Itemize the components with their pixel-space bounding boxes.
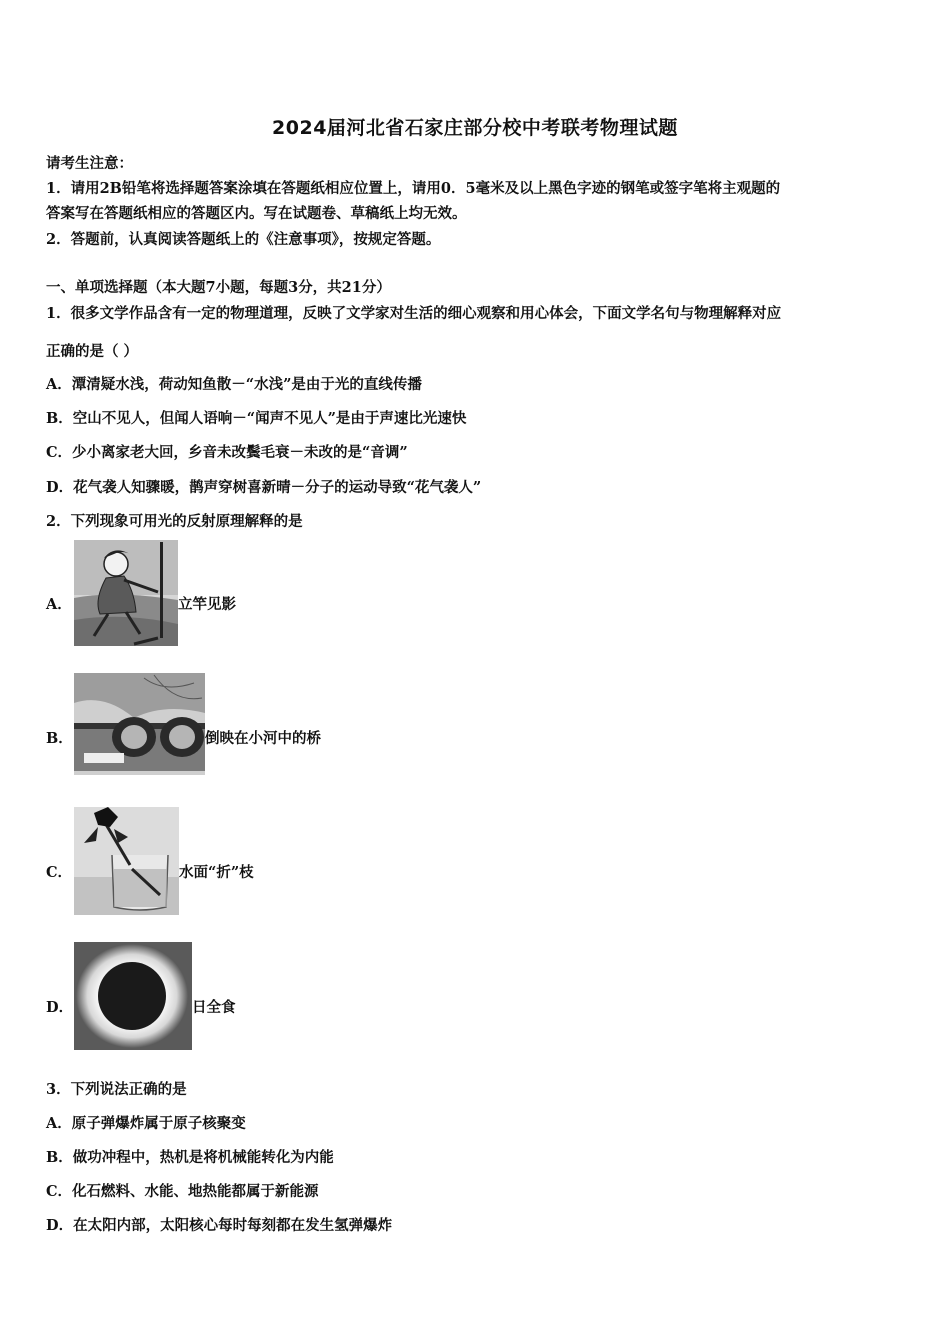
q2-option-d: [46, 942, 286, 1050]
q1-option-a: A．潭清疑水浅，荷动知鱼散－“水浅”是由于光的直线传播: [46, 376, 422, 393]
bridge-reflection-picture: [74, 673, 205, 775]
q2-option-a-caption: 立竿见影: [178, 596, 236, 613]
q3-option-b: B．做功冲程中，热机是将机械能转化为内能: [46, 1149, 334, 1166]
q1-stem-line2: 正确的是（ ）: [46, 343, 139, 360]
q3-stem: 3．下列说法正确的是: [46, 1081, 187, 1098]
notice-heading: 请考生注意：: [46, 155, 133, 172]
bent-branch-picture: [74, 807, 179, 915]
q2-option-c-caption: 水面“折”枝: [179, 864, 254, 881]
q1-option-c: C．少小离家老大回，乡音未改鬓毛衰－未改的是“音调”: [46, 444, 408, 461]
q2-option-c: [46, 807, 326, 915]
q2-option-d-letter: D．: [46, 999, 74, 1016]
q2-option-b-letter: B．: [46, 730, 73, 747]
solar-eclipse-picture: [74, 942, 192, 1050]
q2-option-a: [46, 540, 306, 646]
q2-option-a-letter: A．: [46, 596, 72, 613]
notice-item-1-cont: 答案写在答题纸相应的答题区内。写在试题卷、草稿纸上均无效。: [46, 205, 467, 222]
page-title: 2024届河北省石家庄部分校中考联考物理试题: [272, 117, 678, 139]
section-heading: 一、单项选择题（本大题7小题，每题3分，共21分）: [46, 279, 391, 296]
q3-option-d: D．在太阳内部，太阳核心每时每刻都在发生氢弹爆炸: [46, 1217, 393, 1234]
q3-option-a: A．原子弹爆炸属于原子核聚变: [46, 1115, 246, 1132]
q2-option-d-caption: 日全食: [192, 999, 236, 1016]
notice-item-2: 2．答题前，认真阅读答题纸上的《注意事项》，按规定答题。: [46, 231, 441, 248]
q2-stem: 2．下列现象可用光的反射原理解释的是: [46, 513, 303, 530]
q2-option-b: [46, 673, 366, 775]
q2-option-b-caption: 倒映在小河中的桥: [205, 730, 321, 747]
q1-option-d: D．花气袭人知骤暖，鹊声穿树喜新晴－分子的运动导致“花气袭人”: [46, 479, 482, 496]
q2-option-c-letter: C．: [46, 864, 73, 881]
q1-option-b: B．空山不见人，但闻人语响－“闻声不见人”是由于声速比光速快: [46, 410, 467, 427]
pole-shadow-picture: [74, 540, 178, 646]
q3-option-c: C．化石燃料、水能、地热能都属于新能源: [46, 1183, 319, 1200]
q1-stem-line1: 1．很多文学作品含有一定的物理道理，反映了文学家对生活的细心观察和用心体会，下面文学名句与物理解释对应: [46, 305, 782, 322]
notice-item-1: 1．请用2B铅笔将选择题答案涂填在答题纸相应位置上，请用0．5毫米及以上黑色字迹的钢笔或签字笔将主观题的: [46, 180, 781, 197]
